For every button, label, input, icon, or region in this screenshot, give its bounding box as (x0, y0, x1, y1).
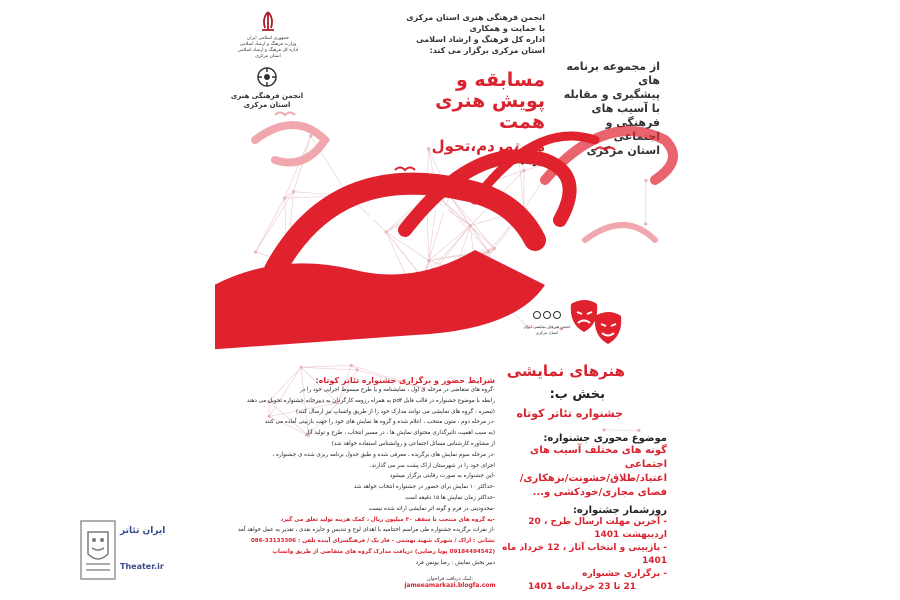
series-line: استان مرکزی (586, 144, 660, 157)
rules-list (225, 385, 495, 569)
theater-mask-icon (80, 520, 116, 580)
rule-item: -در مرحله سوم نمایش های برگزیده ، معرفی شده و طبق جدول برنامه ریزی شده ی جشنواره ، (272, 451, 495, 458)
title-line: پویش هنری (435, 90, 545, 112)
emblem-line: وزارت فرهنگ و ارشاد اسلامی (239, 42, 297, 47)
rule-item: -گروه های متقاضی در مرحله ی اول ، نمایشنامه و یا طرح مبسوط اجرایی خود را در (299, 387, 495, 393)
watermark-url: Theater.ir (120, 562, 164, 571)
rule-item: -به گروه های منتخب تا سقف ۳۰ میلیون ریال ، کمک هزینه تولید تعلق می گیرد (280, 516, 495, 523)
organizer-line: اداره کل فرهنگ و ارشاد اسلامی (416, 35, 545, 44)
emblem-icon (257, 10, 279, 32)
poster (215, 0, 685, 600)
topic-line: اعتیاد/طلاق/خشونت/بزهکاری/ (519, 473, 667, 484)
footer-link[interactable]: jameeamarkazi.blogfa.com (404, 582, 496, 589)
network-line (301, 367, 357, 370)
theater-masks-icon (567, 296, 627, 356)
rule-item: از مشاوره کارشناس مسائل اجتماعی و روانشناس استفاده خواهد شد) (331, 440, 495, 447)
rule-item: (تبصره : گروه های نمایشی می توانند مدارک خود را از طریق واتساپ نیز ارسال کنند) (295, 408, 495, 415)
performing-logo-line: انجمن هنرهای نمایشی ایران (523, 324, 571, 329)
rules-section (225, 376, 495, 569)
circles-icon (532, 310, 562, 320)
network-node (356, 368, 359, 371)
association-line: استان مرکزی (243, 101, 291, 109)
rule-item: -در مرحله دوم ، متون منتخب ، اعلام شده و گروه ها نمایش های خود را جهت بازبینی آماده می کنند (264, 419, 495, 426)
organizer-line: انجمن فرهنگی هنری استان مرکزی (406, 13, 545, 22)
organizer-text (385, 12, 545, 56)
network-line (301, 365, 351, 367)
network-node (299, 366, 302, 369)
government-emblem (233, 10, 303, 60)
topic-section (497, 433, 667, 500)
part-name: جشنواره تئاتر کوتاه (516, 407, 623, 420)
emblem-line: استان مرکزی (255, 54, 281, 59)
association-icon (256, 66, 278, 88)
calendar-item: - برگزاری جشنواره (582, 569, 667, 579)
rule-item: رابطه با موضوع جشنواره در قالب فایل pdf به همراه رزومه کارگردان به دبیرخانه جشنواره تحویل می دهند (246, 397, 495, 404)
calendar-item: - آخرین مهلت ارسال طرح ، 20 اردیبهشت 1401 (528, 517, 667, 540)
rule-item: (به سبب اهمیت تاثیرگذاری محتوای نمایش ها ، در مسیر انتخاب ، طرح و تولید آثار (304, 430, 495, 437)
series-line: با آسیب های (591, 102, 660, 115)
rule-item: دبیر بخش نمایش : رضا یونس فرد (415, 559, 495, 566)
network-node (350, 364, 353, 367)
title-line: همت (498, 111, 545, 133)
site-watermark-logo (80, 518, 200, 584)
calendar-title: روزشمار جشنواره: (572, 505, 667, 516)
footer-label: لینک دریافت فراخوان: (426, 576, 473, 582)
festival-date: خرداد ماه ۱۴۰۱ (478, 157, 545, 167)
organizer-line: با حمایت و همکاری (469, 24, 545, 33)
rule-item: -از نفرات برگزیده جشنواره طی مراسم اختتامیه با اهدای لوح و تندیس و جایزه نقدی ، تقدیر به عمل خواهد آمد (237, 527, 495, 534)
network-node (637, 429, 640, 432)
topic-line: فضای مجازی/خودکشی و... (532, 487, 667, 498)
topic-line: گونه های مختلف آسیب های اجتماعی (530, 445, 667, 470)
rule-item: -حداکثر زمان نمایش ها ۱۵ دقیقه است (405, 494, 495, 501)
rule-item: اجرای خود را در شهرستان اراک پشت سر می گذارند. (369, 462, 495, 469)
emblem-line: اداره کل فرهنگ و ارشاد اسلامی (237, 48, 299, 53)
association-line: انجمن فرهنگی هنری (230, 92, 304, 100)
rule-item: -محدودیتی در فرم و گونه اثر نمایشی ارائه شده نیست (368, 505, 495, 512)
rules-title: شرایط حضور و برگزاری جشنواره تئاتر کوتاه: (315, 376, 495, 385)
calendar-item: 21 تا 23 خردادماه 1401 (527, 582, 637, 592)
network-node (603, 428, 606, 431)
series-line: فرهنگی و اجتماعی (605, 116, 660, 143)
slogan: هنر،مردم،تحول (431, 137, 545, 155)
rule-item: -این جشنواره به صورت رقابتی برگزار میشود (389, 473, 495, 480)
organizer-line: استان مرکزی برگزار می کند: (429, 46, 545, 55)
performing-logo-line: استان مرکزی (535, 330, 559, 335)
watermark-name: ایران تئاتر (120, 526, 166, 536)
topic-title: موضوع محوری جشنواره: (543, 433, 667, 444)
series-line: از مجموعه برنامه های (566, 60, 660, 87)
title-line: مسابقه و (456, 69, 545, 91)
rule-item: -حداکثر ۱۰ نمایش برای حضور در جشنواره انتخاب خواهد شد (353, 484, 495, 491)
footer (375, 576, 525, 589)
part-label: بخش ب: (549, 387, 605, 402)
calendar-item: - بازبینی و انتخاب آثار ، 12 خرداد ماه 1401 (502, 543, 667, 566)
series-line: پیشگیری و مقابله (563, 88, 660, 101)
rule-item: (09184494542 پویا رضایی) دریافت مدارک گروه های متقاضی از طریق واتساپ (272, 548, 495, 555)
emblem-line: جمهوری اسلامی ایران (247, 36, 289, 41)
performing-arts-title: هنرهای نمایشی (506, 362, 625, 380)
rule-item: نشانی : اراک / شهرک شهید بهشتی - فاز یک / فرهنگسرای آینده تلفن : 33133306-086 (250, 538, 495, 545)
